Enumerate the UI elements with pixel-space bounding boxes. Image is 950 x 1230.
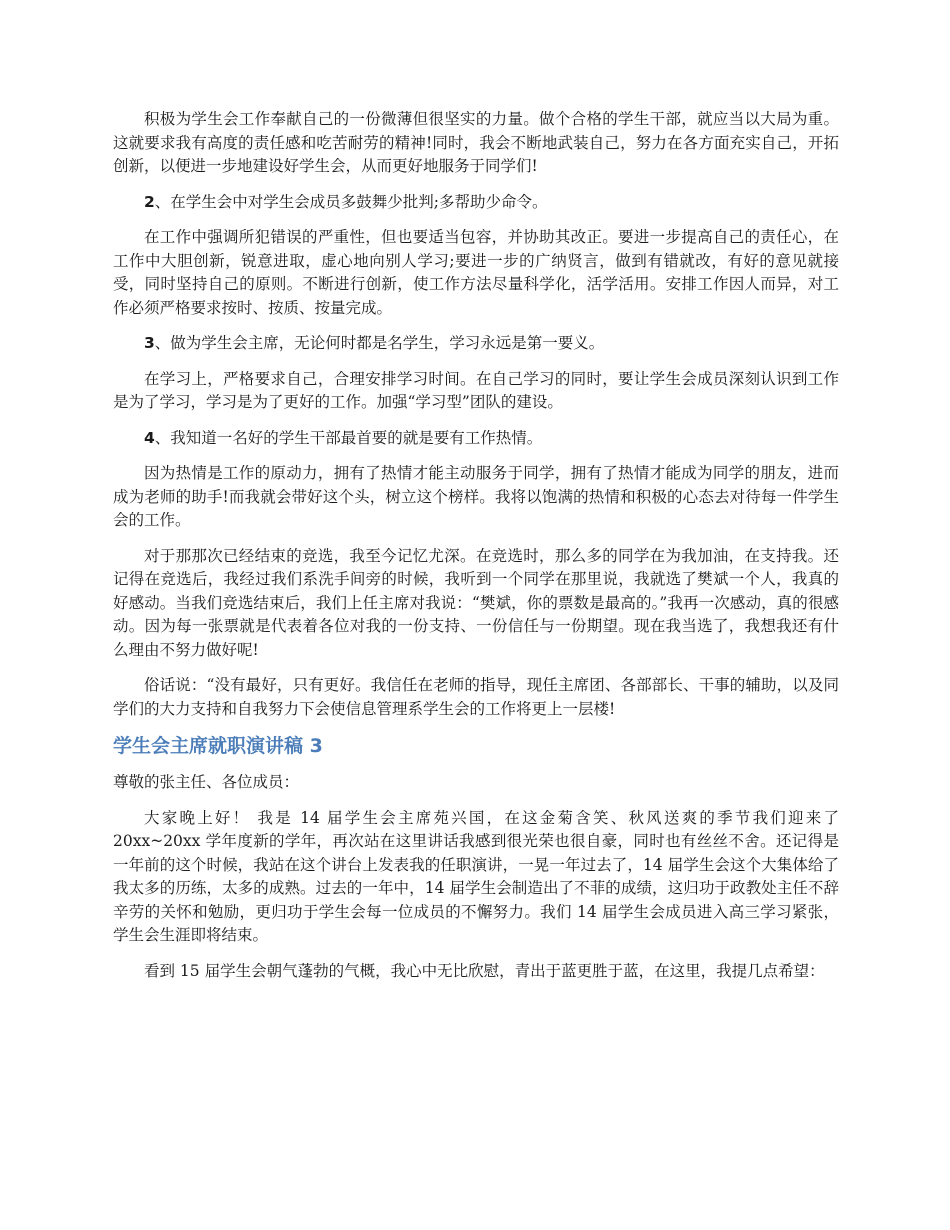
- section-heading: 学生会主席就职演讲稿 3: [113, 735, 323, 757]
- paragraph-item3-detail: 在学习上，严格要求自己，合理安排学习时间。在自己学习的同时，要让学生会成员深刻认识到工作是为了学习，学习是为了更好的工作。加强“学习型”团队的建设。: [113, 369, 839, 411]
- paragraph-saying: 俗话说：“没有最好，只有更好。我信任在老师的指导，现任主席团、各部部长、干事的辅助，以及同学们的大力支持和自我努力下会使信息管理系学生会的工作将更上一层楼!: [113, 676, 839, 718]
- paragraph-greeting: 大家晚上好！ 我是 14 届学生会主席苑兴国，在这金菊含笑、秋风送爽的季节我们迎来了 20xx~20xx 学年度新的学年，再次站在这里讲话我感到很光荣也很自豪，同时也有丝丝不舍。还记得是一年前的这个时候，我站在这个讲台上发表我的任职演讲，一晃一年过去了，14 届学生会这个大集体给了我太多的历练，太多的成熟。过去的一年中，14 届学生会制造出了不菲的成绩，这归功于政教处主任不辞辛劳的关怀和勉励，更归功于学生会每一位成员的不懈努力。我们 14 届学生会成员进入高三学习紧张，学生会生涯即将结束。: [113, 808, 839, 944]
- paragraph-election: 对于那那次已经结束的竞选，我至今记忆尤深。在竞选时，那么多的同学在为我加油，在支持我。还记得在竞选后，我经过我们系洗手间旁的时候，我听到一个同学在那里说，我就选了樊斌一个人，我真的好感动。当我们竞选结束后，我们上任主席对我说：“樊斌，你的票数是最高的。”我再一次感动，真的很感动。因为每一张票就是代表着各位对我的一份支持、一份信任与一份期望。现在我当选了，我想我还有什么理由不努力做好呢!: [113, 546, 839, 659]
- paragraph-hope: 看到 15 届学生会朝气蓬勃的气概，我心中无比欣慰，青出于蓝更胜于蓝，在这里，我提几点希望：: [144, 961, 825, 980]
- list-item-number: 4: [144, 428, 155, 447]
- list-item-number: 3: [144, 334, 155, 352]
- list-item-text: 、我知道一名好的学生干部最首要的就是要有工作热情。: [154, 428, 543, 447]
- paragraph-intro: 积极为学生会工作奉献自己的一份微薄但很坚实的力量。做个合格的学生干部，就应当以大局为重。这就要求我有高度的责任感和吃苦耐劳的精神!同时，我会不断地武装自己，努力在各方面充实自己，开拓创新，以便进一步地建设好学生会，从而更好地服务于同学们!: [113, 110, 839, 175]
- salutation: 尊敬的张主任、各位成员：: [113, 773, 300, 791]
- list-item-4: [113, 427, 839, 451]
- list-item-text: 、做为学生会主席，无论何时都是名学生，学习永远是第一要义。: [154, 334, 605, 352]
- list-item-number: 2: [144, 192, 155, 211]
- list-item-3: [113, 332, 839, 356]
- paragraph-item2-detail: 在工作中强调所犯错误的严重性，但也要适当包容，并协助其改正。要进一步提高自己的责任心，在工作中大胆创新，锐意进取，虚心地向别人学习;要进一步的广纳贤言，做到有错就改，有好的意见就接受，同时坚持自己的原则。不断进行创新，使工作方法尽量科学化，活学活用。安排工作因人而异，对工作必须严格要求按时、按质、按量完成。: [113, 228, 839, 317]
- list-item-2: [113, 191, 839, 215]
- paragraph-item4-detail: 因为热情是工作的原动力，拥有了热情才能主动服务于同学，拥有了热情才能成为同学的朋友，进而成为老师的助手!而我就会带好这个头，树立这个榜样。我将以饱满的热情和积极的心态去对待每一件学生会的工作。: [113, 464, 839, 529]
- list-item-text: 、在学生会中对学生会成员多鼓舞少批判;多帮助少命令。: [154, 192, 548, 211]
- document-page: [113, 108, 839, 995]
